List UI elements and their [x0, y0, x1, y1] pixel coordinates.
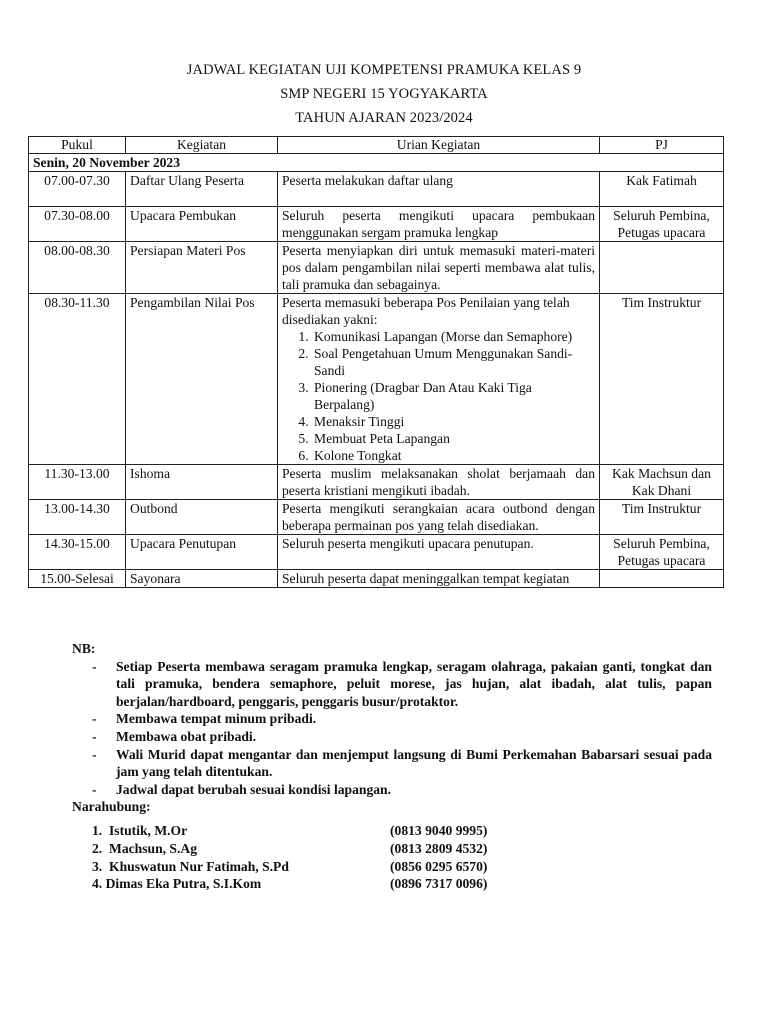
activity-cell: Pengambilan Nilai Pos [126, 294, 278, 465]
dash-bullet: - [92, 711, 97, 727]
column-header-pj: PJ [600, 137, 724, 154]
activity-cell: Upacara Penutupan [126, 535, 278, 570]
activity-cell: Ishoma [126, 465, 278, 500]
list-item [72, 710, 712, 728]
time-cell: 13.00-14.30 [29, 500, 126, 535]
contact-row [92, 822, 487, 840]
academic-year: TAHUN AJARAN 2023/2024 [295, 110, 473, 126]
day-row [29, 154, 724, 172]
time-cell: 14.30-15.00 [29, 535, 126, 570]
notes-label: NB: [72, 641, 96, 656]
day-label: Senin, 20 November 2023 [29, 154, 724, 172]
time-cell: 08.00-08.30 [29, 242, 126, 294]
column-header-pukul: Pukul [29, 137, 126, 154]
description-cell [278, 294, 600, 465]
activity-cell: Outbond [126, 500, 278, 535]
description-cell: Peserta menyiapkan diri untuk memasuki materi-materi pos dalam pengambilan nilai seperti membawa alat tulis, tali pramuka dan sebagainya. [278, 242, 600, 294]
schedule-table [28, 136, 724, 588]
contact-name: 2. Machsun, S.Ag [92, 840, 198, 856]
table-row [29, 535, 724, 570]
table-row [29, 465, 724, 500]
table-row [29, 242, 724, 294]
description-cell: Peserta mengikuti serangkaian acara outbond dengan beberapa permainan pos yang telah disediakan. [278, 500, 600, 535]
pic-cell: Seluruh Pembina, Petugas upacara [600, 535, 724, 570]
contact-name: 1. Istutik, M.Or [92, 823, 188, 838]
activity-cell: Upacara Pembukan [126, 207, 278, 242]
list-item: 6. Kolone Tongkat [312, 447, 595, 464]
description-cell: Seluruh peserta dapat meninggalkan tempat kegiatan [278, 570, 600, 588]
dash-bullet: - [92, 781, 97, 797]
description-cell: Peserta muslim melaksanakan sholat berjamaah dan peserta kristiani mengikuti ibadah. [278, 465, 600, 500]
table-row [29, 294, 724, 465]
dash-bullet: - [92, 746, 97, 762]
pic-cell: Kak Fatimah [600, 172, 724, 207]
time-cell: 07.30-08.00 [29, 207, 126, 242]
contact-phone: (0813 2809 4532) [390, 840, 488, 856]
table-row [29, 500, 724, 535]
notes-section [72, 640, 712, 816]
contact-name: 4. Dimas Eka Putra, S.I.Kom [92, 876, 262, 892]
list-item [72, 658, 712, 711]
pic-cell: Tim Instruktur [600, 500, 724, 535]
time-cell: 07.00-07.30 [29, 172, 126, 207]
pic-cell: Kak Machsun dan Kak Dhani [600, 465, 724, 500]
list-item: 2. Soal Pengetahuan Umum Menggunakan Sandi-Sandi [312, 345, 595, 379]
time-cell: 11.30-13.00 [29, 465, 126, 500]
contact-name: 3. Khuswatun Nur Fatimah, S.Pd [92, 858, 289, 874]
pic-cell: Seluruh Pembina, Petugas upacara [600, 207, 724, 242]
pic-cell: Tim Instruktur [600, 294, 724, 465]
activity-cell: Sayonara [126, 570, 278, 588]
description-cell: Seluruh peserta mengikuti upacara pembukaan menggunakan sergam pramuka lengkap [278, 207, 600, 242]
school-name: SMP NEGERI 15 YOGYAKARTA [280, 86, 488, 102]
note-text: Jadwal dapat berubah sesuai kondisi lapangan. [116, 781, 391, 797]
pic-cell [600, 242, 724, 294]
contact-row [92, 875, 487, 893]
notes-list [72, 658, 712, 799]
dash-bullet: - [92, 658, 97, 674]
contact-phone: (0896 7317 0096) [390, 876, 488, 892]
list-item: 3. Pionering (Dragbar Dan Atau Kaki Tiga Berpalang) [312, 379, 595, 413]
time-cell: 15.00-Selesai [29, 570, 126, 588]
table-row [29, 207, 724, 242]
table-row [29, 570, 724, 588]
list-item: 5. Membuat Peta Lapangan [312, 430, 595, 447]
table-row [29, 172, 724, 207]
contact-phone: (0856 0295 6570) [390, 858, 488, 874]
description-cell: Peserta melakukan daftar ulang [278, 172, 600, 207]
contacts-list [92, 822, 487, 893]
post-list [282, 328, 595, 464]
dash-bullet: - [92, 728, 97, 744]
activity-cell: Persiapan Materi Pos [126, 242, 278, 294]
table-header-row [29, 137, 724, 154]
description-intro: Peserta memasuki beberapa Pos Penilaian yang telah disediakan yakni: [282, 295, 570, 327]
list-item [72, 728, 712, 746]
contact-row [92, 858, 487, 876]
list-item [72, 746, 712, 781]
list-item [72, 781, 712, 799]
column-header-kegiatan: Kegiatan [126, 137, 278, 154]
note-text: Wali Murid dapat mengantar dan menjemput langsung di Bumi Perkemahan Babarsari sesuai pada jam yang telah ditentukan. [116, 746, 712, 780]
note-text: Membawa obat pribadi. [116, 728, 257, 744]
column-header-urian: Urian Kegiatan [278, 137, 600, 154]
note-text: Membawa tempat minum pribadi. [116, 711, 317, 727]
list-item: 4. Menaksir Tinggi [312, 413, 595, 430]
pic-cell [600, 570, 724, 588]
list-item: 1. Komunikasi Lapangan (Morse dan Semaphore) [312, 328, 595, 345]
time-cell: 08.30-11.30 [29, 294, 126, 465]
document-title: JADWAL KEGIATAN UJI KOMPETENSI PRAMUKA KELAS 9 [186, 62, 582, 78]
contacts-label: Narahubung: [72, 799, 151, 815]
activity-cell: Daftar Ulang Peserta [126, 172, 278, 207]
note-text: Setiap Peserta membawa seragam pramuka lengkap, seragam olahraga, pakaian ganti, tongkat dan tali pramuka, bendera semaphore, peluit morese, jas hujan, alat ibadah, alat tulis, papan berjalan/hardboard, penggaris, penggaris busur/protaktor. [116, 658, 712, 709]
description-cell: Seluruh peserta mengikuti upacara penutupan. [278, 535, 600, 570]
contact-row [92, 840, 487, 858]
contact-phone: (0813 9040 9995) [390, 823, 488, 838]
